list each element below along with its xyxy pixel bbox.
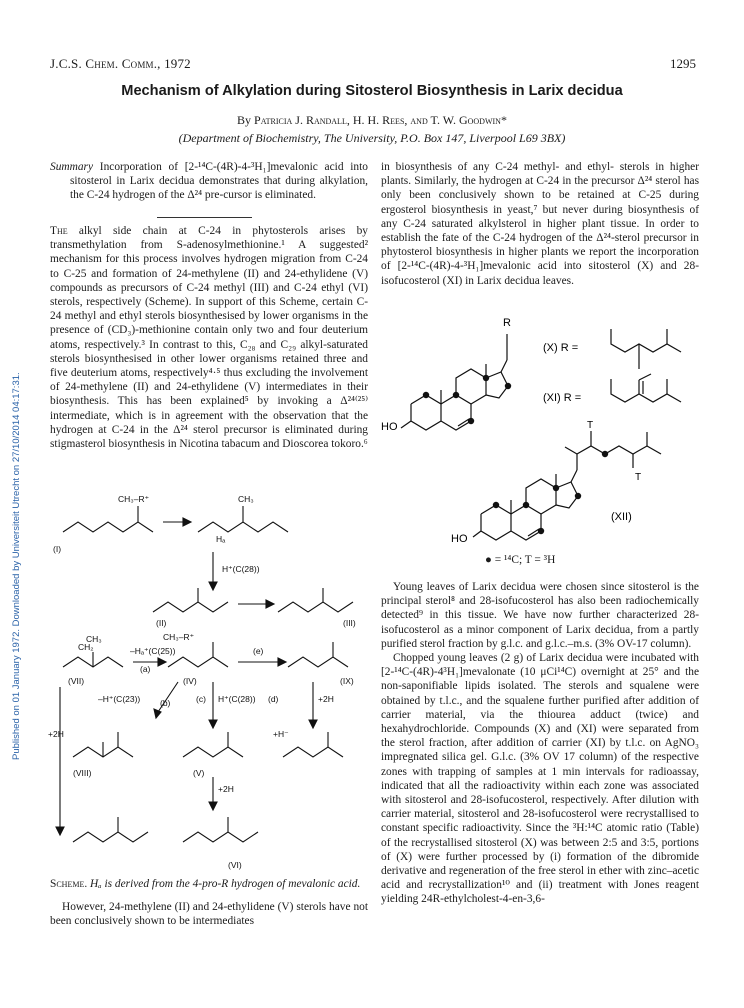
scheme-label-VIII: (VIII) bbox=[73, 768, 92, 778]
scheme-label-II: (II) bbox=[156, 618, 167, 628]
r-substituent-label: R bbox=[503, 317, 511, 329]
article-title: Mechanism of Alkylation during Sitosterol Biosynthesis in Larix decidua bbox=[121, 83, 623, 99]
author-line bbox=[0, 113, 744, 128]
intro-paragraph bbox=[50, 224, 368, 451]
right-top-text: in biosynthesis of any C-24 methyl- and ethyl- sterols in higher plants. Similarly, the hydrogen at C-24 in the precursor Δ²⁴ sterol has only been conclusively shown to be retained at C-25 during ergosterol biosynthesis in yeast,⁷ but never during biosynthesis of any C-24 saturated alkylsterol in higher plant tissue. In order to establish the fate of the C-24 hydrogen of the Δ²⁴-sterol precursor in phytosterol biosynthesis in higher plants we report the incorporation of [2-¹⁴C-(4R)-4-³H₁]mevalonic acid into sitosterol (X) and 28-isofucosterol (XI) in Larix decidua leaves. bbox=[381, 161, 699, 287]
summary-text: Incorporation of [2-¹⁴C-(4R)-4-³H₁]mevalonic acid into sitosterol in Larix decidua demonstrates that during alkylation, the C-24 hydrogen of the Δ²⁴ pre-cursor is eliminated. bbox=[70, 161, 368, 202]
scheme-label-VII: (VII) bbox=[68, 676, 85, 686]
journal-name: Chem. Comm. bbox=[85, 56, 158, 71]
scheme-ch3-label-2: CH₃ bbox=[86, 634, 102, 644]
scheme-step-h28b: H⁺(C(28)) bbox=[218, 694, 256, 704]
intro-text: alkyl side chain at C-24 in phytosterols arises by transmethylation from S-adenosylmethionine.¹ A suggested² mechanism for this process involves hydrogen migration from C-24 to C-25 and formation of 24-methylene (II) and 24-ethylidene (V) compounds as precursors of C-24 methyl (III) and C-24 ethyl (VI) sterols, respectively (Scheme). In support of this Scheme, certain C-24 methyl and ethyl sterols biosynthesised by lower organisms in the presence of (CD₃)-methionine contain only two and four deuterium atoms, respectively.³ In contrast to this, C₂₈ and C₂₉ alkyl-saturated sterols biosynthesised in other lower organisms retained three and five deuterium atoms, respectively⁴·⁵ thus excluding the involvement of 24-methylene (II) and 24-ethylidene (V) intermediates in their biosynthesis. This has been explained⁵ by invoking a Δ²⁴⁽²⁵⁾ intermediate, which is in agreement with the observation that the hydrogen at C-24 in the Δ²⁴ sterol precursor is eliminated during stigmasterol biosynthesis in Nicotina tabacum and Dioscorea tokoro.⁶ bbox=[50, 225, 368, 451]
scheme-step-h25: –Hₐ⁺(C(25)) bbox=[130, 646, 176, 656]
structure-legend: ● = ¹⁴C; T = ³H bbox=[485, 554, 556, 566]
scheme-ch3-label-1: CH₃ bbox=[238, 494, 254, 504]
author-by: By bbox=[237, 113, 255, 127]
scheme-plus-2h-2: +2H bbox=[48, 729, 64, 739]
left-column-bottom bbox=[50, 900, 368, 928]
label-X: (X) R = bbox=[543, 342, 579, 354]
right-body-para-1: Young leaves of Larix decidua were chosen since sitosterol is the principal sterol⁸ and 28-isofucosterol has also been radiochemically detected⁹ in this tissue. We have now further characterized 28-isofucosterol as a minor component of Larix decidua, from a partly purified sterol fraction by g.l.c. and g.l.c.–m.s. (3% OV-17 column). bbox=[381, 581, 699, 650]
alkylation-scheme-figure bbox=[48, 492, 368, 874]
scheme-plus-2h-1: +2H bbox=[318, 694, 334, 704]
scheme-plus-2h-3: +2H bbox=[218, 784, 234, 794]
scheme-ha-label-1: Hₐ bbox=[216, 534, 226, 544]
label-XI: (XI) R = bbox=[543, 392, 582, 404]
label-XII: (XII) bbox=[611, 511, 632, 523]
scheme-step-h28: H⁺(C(28)) bbox=[222, 564, 260, 574]
scheme-step-h23: –H⁺(C(23)) bbox=[98, 694, 141, 704]
summary-label: Summary bbox=[50, 161, 94, 173]
download-watermark[interactable] bbox=[4, 240, 22, 760]
scheme-ch3r-label-2: CH₃–R⁺ bbox=[163, 632, 195, 642]
journal-header bbox=[50, 56, 191, 72]
scheme-caption-label: Scheme. bbox=[50, 878, 88, 890]
scheme-label-III: (III) bbox=[343, 618, 356, 628]
scheme-caption bbox=[50, 878, 368, 890]
ho-label-bottom: HO bbox=[451, 533, 468, 545]
scheme-plus-h-minus: +H⁻ bbox=[273, 729, 289, 739]
scheme-label-V: (V) bbox=[193, 768, 205, 778]
page-number: 1295 bbox=[670, 56, 696, 71]
sterol-structures-figure bbox=[381, 304, 711, 554]
scheme-caption-text: Hₐ is derived from the 4-pro-R hydrogen of mevalonic acid. bbox=[87, 878, 361, 890]
summary bbox=[50, 160, 368, 203]
right-column-top bbox=[381, 160, 699, 288]
ho-label-top: HO bbox=[381, 421, 398, 433]
scheme-label-I: (I) bbox=[53, 544, 62, 554]
left-bottom-text: However, 24-methylene (II) and 24-ethylidene (V) sterols have not been conclusively shown to be intermediates bbox=[50, 901, 368, 928]
scheme-label-VI: (VI) bbox=[228, 860, 242, 870]
journal-prefix: J.C.S. bbox=[50, 56, 86, 71]
right-body-para-2: Chopped young leaves (2 g) of Larix decidua were incubated with [2-¹⁴C-(4R)-4³H₁]mevalonate (10 μCi¹⁴C) overnight at 25° and the non-saponifiable lipids isolated. The sterols and squalene were obtained by t.l.c., and the squalene further purified after addition of carrier material, via the thiourea adduct (twice) and hexahydrochloride. Compounds (X) and (XI) were separated from the sterol fraction, after addition of carrier (XI) by t.l.c. on AgNO₃ impregnated silica gel. G.l.c. (3% OV 17 column) of the respective zones with trapping of samples at 1 min intervals for radioassay, indicated that all the radioactivity within each zone was associated with sitosterol and 28-isofucosterol, respectively. After dilution with carrier material, sitosterol and 28-isofucosterol were recrystallised to constant specific radioactivity. Since the ³H:¹⁴C atomic ratio (Table) of the recrystallised sitosterol (X) was between 2:5 and 3:5, portions of (X) were further processed by (i) formation of the dibromide derivative and regeneration of the free sterol in ether with zinc–acetic acid and recrystallization¹⁰ and (ii) treatment with Jones reagent yielding 24R-ethylcholest-4-en-3,6- bbox=[381, 652, 699, 906]
download-watermark-text[interactable]: Published on 01 January 1972. Downloaded by Universiteit Utrecht on 27/10/2014 04:17:31. bbox=[11, 372, 22, 760]
journal-year: , 1972 bbox=[157, 56, 191, 71]
tritium-label-1: T bbox=[587, 420, 594, 431]
author-names: Patricia J. Randall, H. H. Rees, and T. W. Goodwin* bbox=[254, 113, 507, 127]
intro-lead: The bbox=[50, 225, 68, 237]
scheme-step-b: (b) bbox=[160, 698, 171, 708]
tritium-label-2: T bbox=[635, 472, 642, 483]
scheme-ch2-label-1: CH₂ bbox=[78, 642, 94, 652]
scheme-label-IX: (IX) bbox=[340, 676, 354, 686]
section-divider bbox=[157, 217, 252, 218]
scheme-step-a: (a) bbox=[140, 664, 151, 674]
scheme-step-d: (d) bbox=[268, 694, 279, 704]
scheme-label-IV: (IV) bbox=[183, 676, 197, 686]
right-column-body bbox=[381, 580, 699, 907]
scheme-step-c: (c) bbox=[196, 694, 206, 704]
scheme-step-e: (e) bbox=[253, 646, 264, 656]
affiliation: (Department of Biochemistry, The University, P.O. Box 147, Liverpool L69 3BX) bbox=[178, 131, 566, 145]
scheme-ch3r-label: CH₃–R⁺ bbox=[118, 494, 150, 504]
